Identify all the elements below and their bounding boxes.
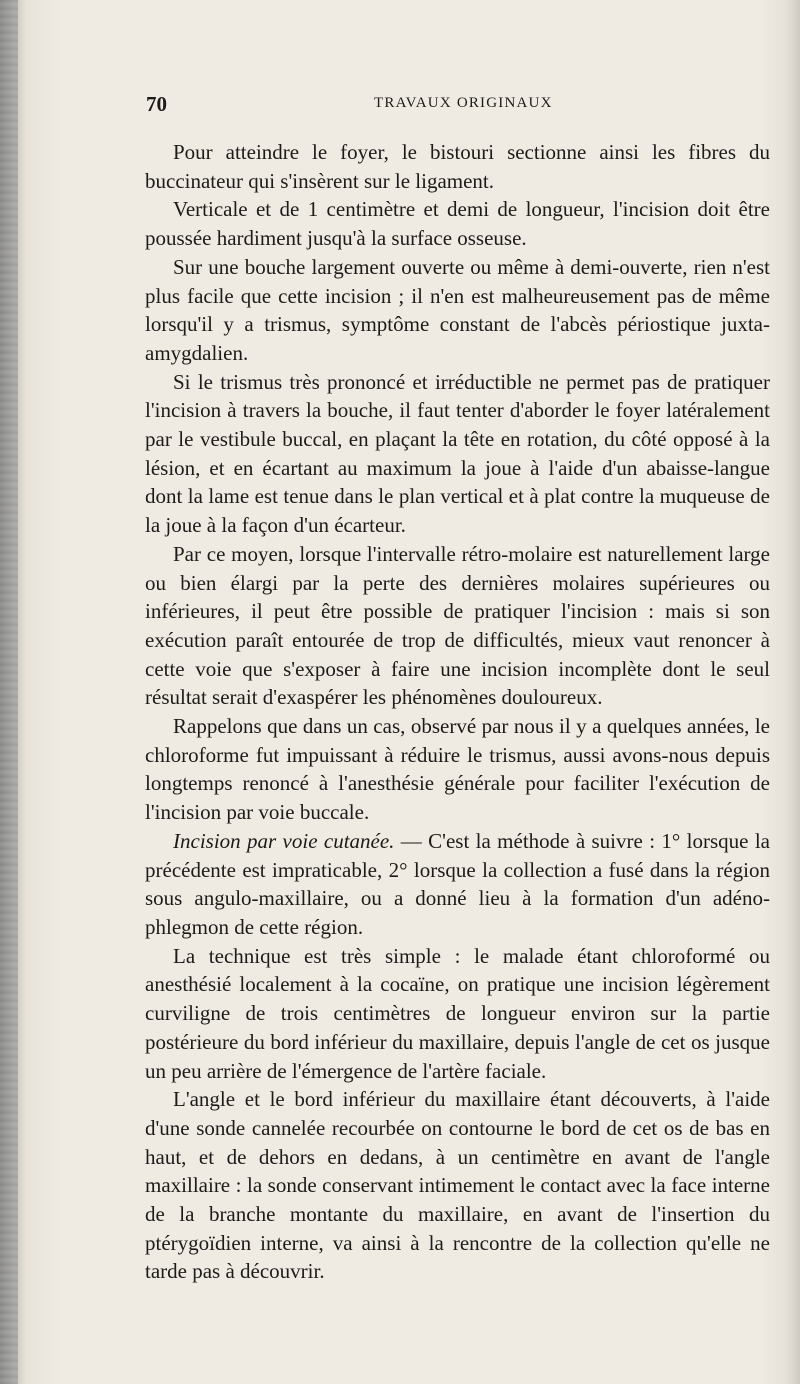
page-number: 70	[146, 92, 167, 116]
section-lead-rest: — C'est la méthode à suivre : 1° lorsque la précédente est impraticable, 2° lorsque la collection a fusé dans la région sous angulo-maxillaire, ou a donné lieu à la formation d'un adéno-phlegmon de cette région.	[145, 828, 770, 939]
paragraph: La technique est très simple : le malade étant chloroformé ou anesthésié localement à la cocaïne, on pratique une incision légèrement curviligne de trois centimètres de longueur environ sur la partie postérieure du bord inférieur du maxillaire, depuis l'angle de cet os jusque un peu arrière de l'émergence de l'artère faciale.	[145, 943, 770, 1083]
section-lead-italic: Incision par voie cutanée.	[173, 828, 395, 853]
running-head	[146, 92, 766, 118]
paragraph-incision-cutanee	[145, 827, 770, 942]
paragraph: Par ce moyen, lorsque l'intervalle rétro-molaire est naturellement large ou bien élargi par la perte des dernières molaires supérieures ou inférieures, il peut être possible de pratiquer l'incision : mais si son exécution paraît entourée de trop de difficultés, mieux vaut renoncer à cette voie que s'exposer à faire une incision incomplète dont le seul résultat serait d'exaspérer les phénomènes douloureux.	[145, 541, 770, 710]
paragraph: Pour atteindre le foyer, le bistouri sectionne ainsi les fibres du buccinateur qui s'insèrent sur le ligament.	[145, 140, 770, 193]
paragraph: L'angle et le bord inférieur du maxillaire étant découverts, à l'aide d'une sonde cannelée recourbée on contourne le bord de cet os de bas en haut, et de dehors en dedans, à un centimètre en avant de l'angle maxillaire : la sonde conservant intimement le contact avec la face interne de la branche montante du maxillaire, en avant de l'insertion du ptérygoïdien interne, va ainsi à la rencontre de la collection qu'elle ne tarde pas à découvrir.	[145, 1087, 770, 1284]
page-binding-edge	[0, 0, 18, 1384]
paragraph: Verticale et de 1 centimètre et demi de longueur, l'incision doit être poussée hardiment jusqu'à la surface osseuse.	[145, 197, 770, 251]
paragraph: Sur une bouche largement ouverte ou même à demi-ouverte, rien n'est plus facile que cette incision ; il n'en est malheureusement pas de même lorsqu'il y a trismus, symptôme constant de l'abcès périostique juxta-amygdalien.	[145, 254, 770, 365]
running-head-title: TRAVAUX ORIGINAUX	[374, 95, 553, 111]
paragraph: Rappelons que dans un cas, observé par nous il y a quelques années, le chloroforme fut impuissant à réduire le trismus, aussi avons-nous depuis longtemps renoncé à l'anesthésie générale pour faciliter l'exécution de l'incision par voie buccale.	[145, 714, 770, 825]
body-text	[145, 138, 770, 1286]
paragraph: Si le trismus très prononcé et irréductible ne permet pas de pratiquer l'incision à travers la bouche, il faut tenter d'aborder le foyer latéralement par le vestibule buccal, en plaçant la tête en rotation, du côté opposé à la lésion, et en écartant au maximum la joue à l'aide d'un abaisse-langue dont la lame est tenue dans le plan vertical et à plat contre la muqueuse de la joue à la façon d'un écarteur.	[145, 369, 770, 538]
